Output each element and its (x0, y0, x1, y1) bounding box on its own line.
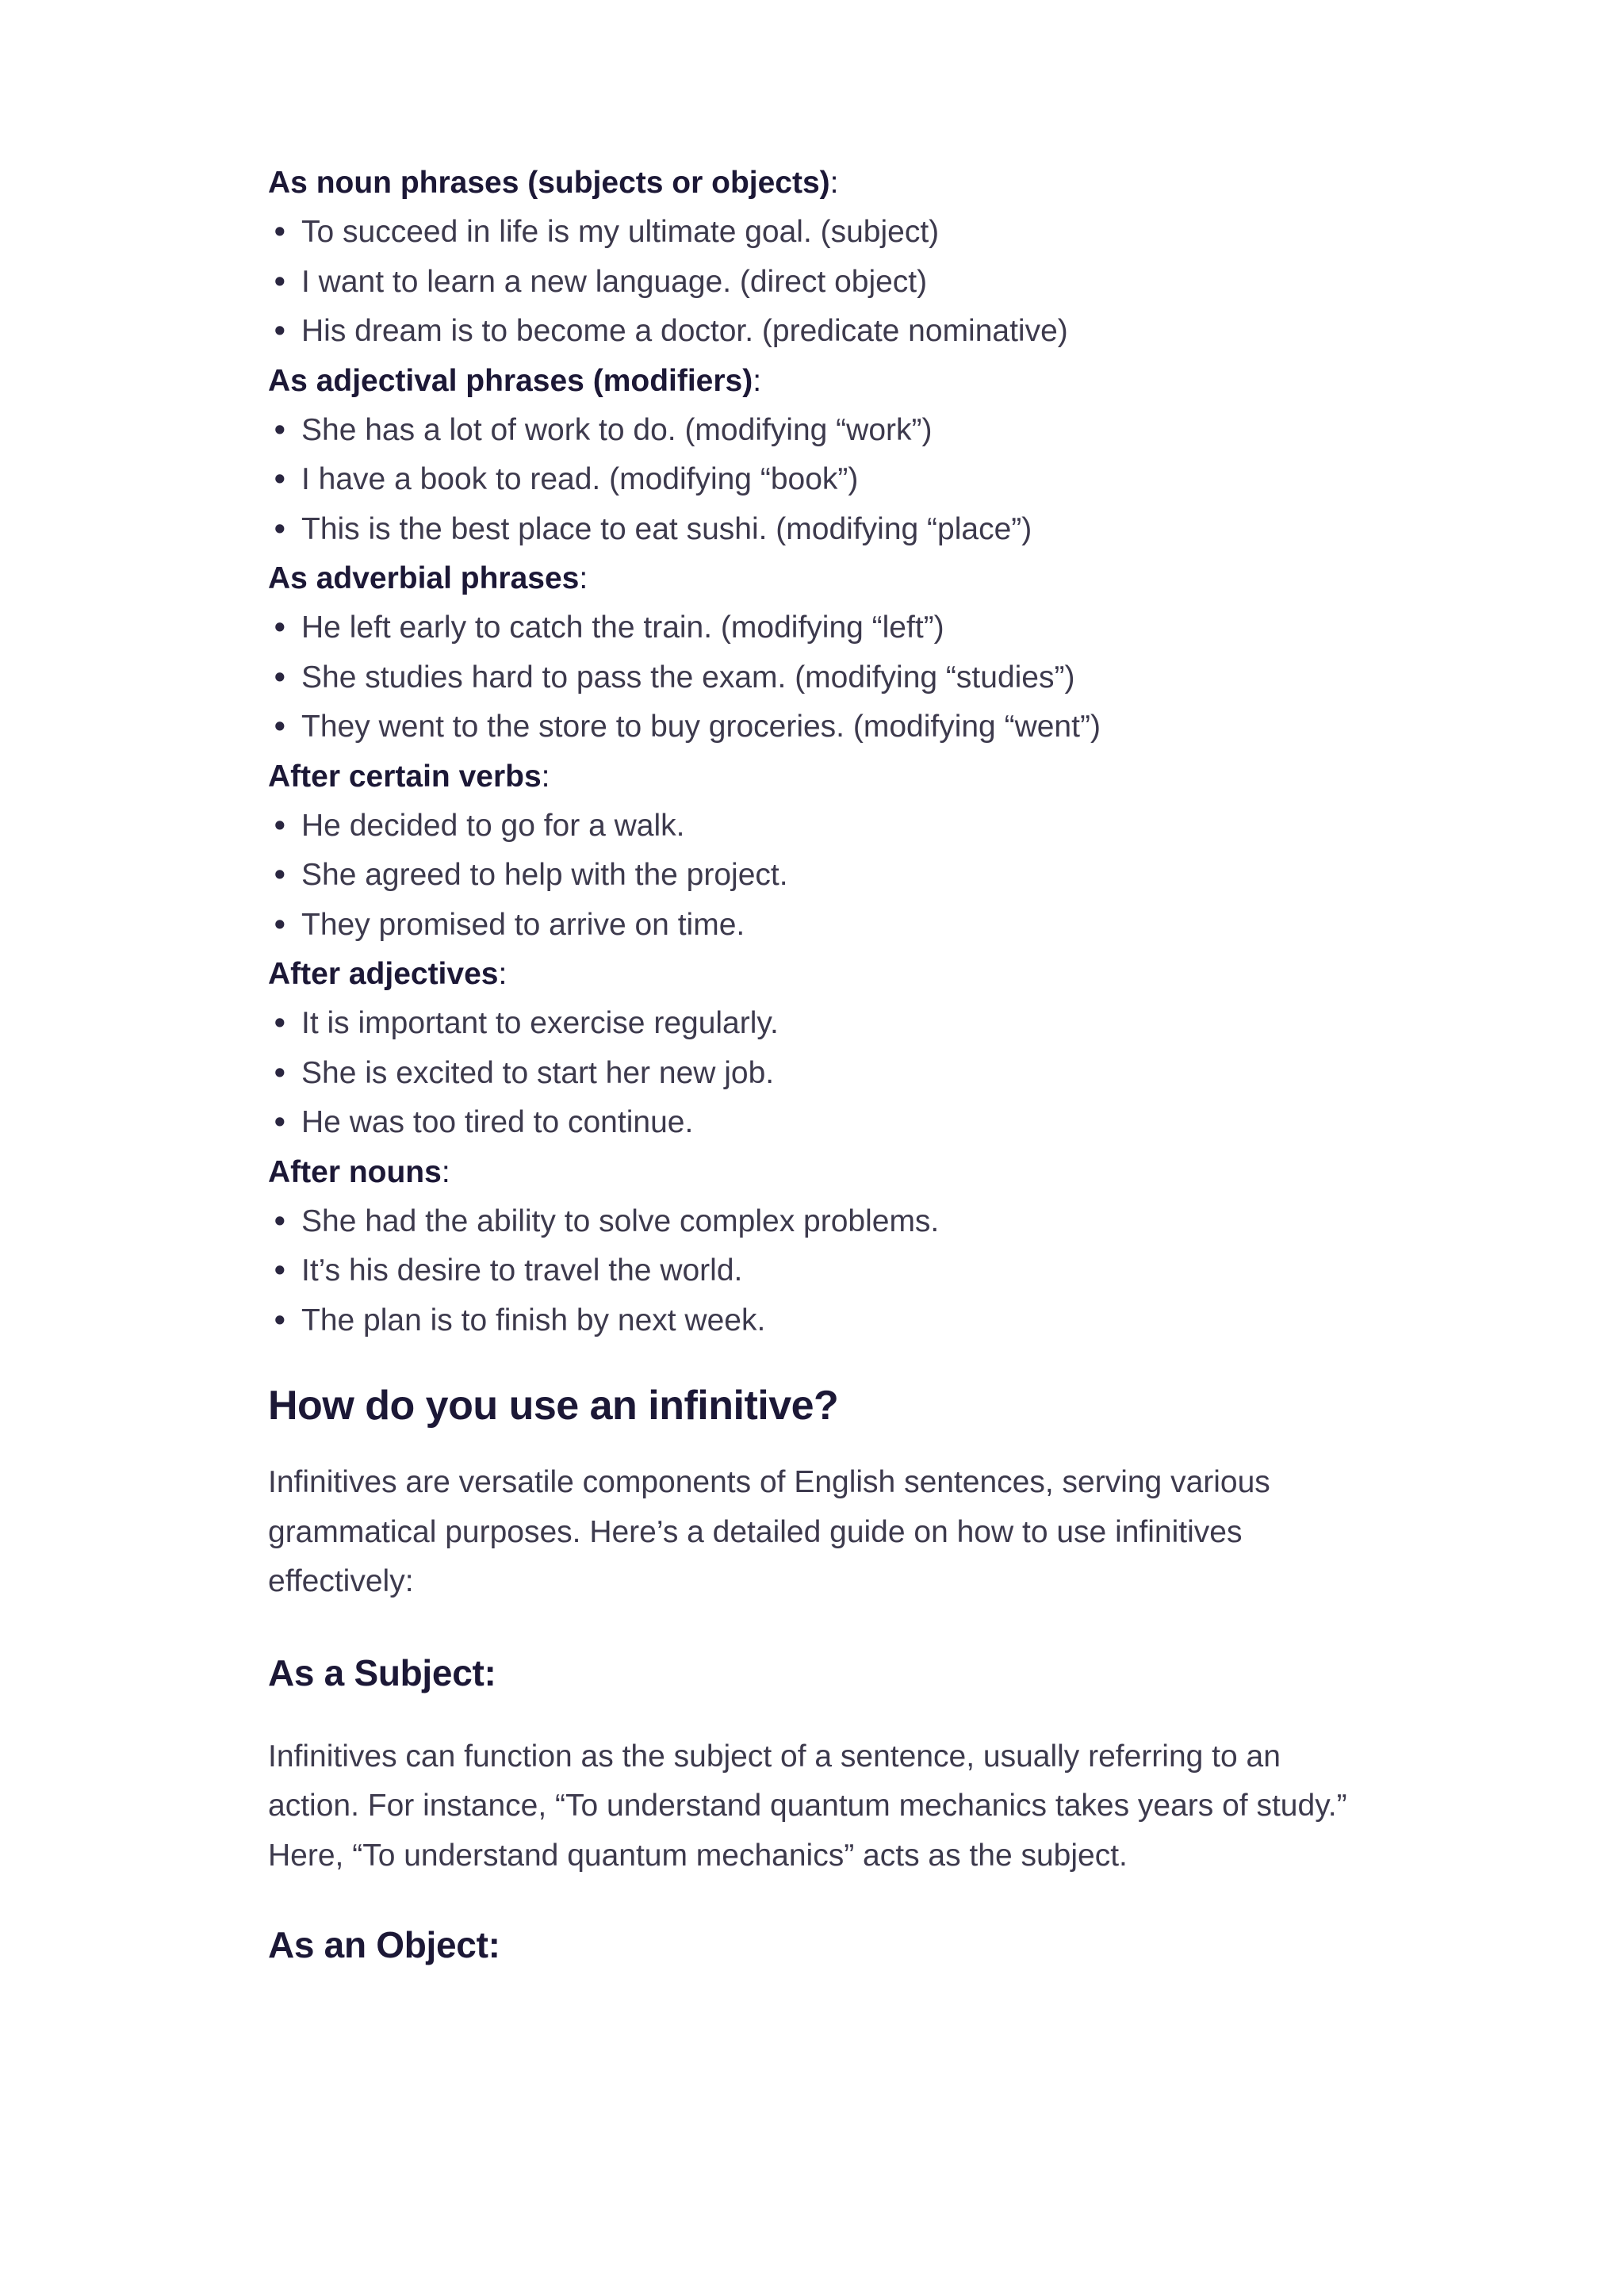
bullet-icon: • (274, 215, 285, 249)
bullet-icon: • (274, 462, 285, 496)
example-list (268, 208, 1362, 357)
bullet-icon: • (274, 660, 285, 695)
list-item: • This is the best place to eat sushi. (modifying “place”) (268, 505, 1362, 555)
list-item: • They promised to arrive on time. (268, 901, 1362, 951)
list-item: • His dream is to become a doctor. (predicate nominative) (268, 307, 1362, 357)
subject-paragraph: Infinitives can function as the subject of a sentence, usually referring to an action. For instance, “To understand quantum mechanics takes years of study.” Here, “To understand quantum mechanics” acts as the subject. (268, 1739, 1347, 1873)
list-item: • She agreed to help with the project. (268, 851, 1362, 901)
bullet-icon: • (274, 1253, 285, 1288)
list-item: • He was too tired to continue. (268, 1098, 1362, 1148)
bullet-icon: • (274, 710, 285, 744)
usage-group-after-adjectives (268, 950, 1362, 1148)
list-item: • He decided to go for a walk. (268, 802, 1362, 851)
usage-group-adverbial-phrases (268, 554, 1362, 752)
bullet-icon: • (274, 610, 285, 645)
article-content (268, 159, 1362, 1971)
intro-paragraph: Infinitives are versatile components of English sentences, serving various grammatical purposes. Here’s a detailed guide on how to use infinitives effectively: (268, 1465, 1270, 1598)
group-heading: After certain verbs: (268, 759, 550, 794)
bullet-icon: • (274, 858, 285, 892)
group-heading: As adverbial phrases: (268, 561, 588, 595)
list-item: • I want to learn a new language. (direct object) (268, 258, 1362, 308)
usage-group-noun-phrases (268, 159, 1362, 357)
usage-group-after-verbs (268, 752, 1362, 951)
list-item: • She has a lot of work to do. (modifying “work”) (268, 406, 1362, 456)
example-list (268, 802, 1362, 951)
group-heading: After nouns: (268, 1154, 450, 1189)
example-list (268, 406, 1362, 555)
object-heading: As an Object: (268, 1924, 500, 1965)
list-item: • The plan is to finish by next week. (268, 1296, 1362, 1346)
list-item: • It is important to exercise regularly. (268, 999, 1362, 1049)
bullet-icon: • (274, 1055, 285, 1090)
bullet-icon: • (274, 1203, 285, 1238)
example-list (268, 999, 1362, 1148)
list-item: • She studies hard to pass the exam. (modifying “studies”) (268, 653, 1362, 703)
list-item: • She had the ability to solve complex problems. (268, 1197, 1362, 1247)
bullet-icon: • (274, 511, 285, 546)
list-item: • She is excited to start her new job. (268, 1049, 1362, 1099)
group-heading: After adjectives: (268, 957, 508, 991)
list-item: • I have a book to read. (modifying “book”) (268, 455, 1362, 505)
bullet-icon: • (274, 808, 285, 843)
list-item: • It’s his desire to travel the world. (268, 1246, 1362, 1296)
bullet-icon: • (274, 412, 285, 447)
section-title: How do you use an infinitive? (268, 1383, 839, 1429)
usage-group-after-nouns (268, 1148, 1362, 1346)
bullet-icon: • (274, 1006, 285, 1040)
list-item: • He left early to catch the train. (modifying “left”) (268, 603, 1362, 653)
group-heading: As noun phrases (subjects or objects): (268, 166, 839, 200)
subject-heading: As a Subject: (268, 1651, 496, 1693)
bullet-icon: • (274, 264, 285, 299)
usage-group-adjectival-phrases (268, 357, 1362, 555)
example-list (268, 603, 1362, 752)
group-heading: As adjectival phrases (modifiers): (268, 363, 762, 398)
list-item: • They went to the store to buy groceries. (modifying “went”) (268, 702, 1362, 752)
bullet-icon: • (274, 1105, 285, 1139)
list-item: • To succeed in life is my ultimate goal. (subject) (268, 208, 1362, 258)
bullet-icon: • (274, 1303, 285, 1337)
bullet-icon: • (274, 314, 285, 348)
example-list (268, 1197, 1362, 1346)
bullet-icon: • (274, 907, 285, 942)
